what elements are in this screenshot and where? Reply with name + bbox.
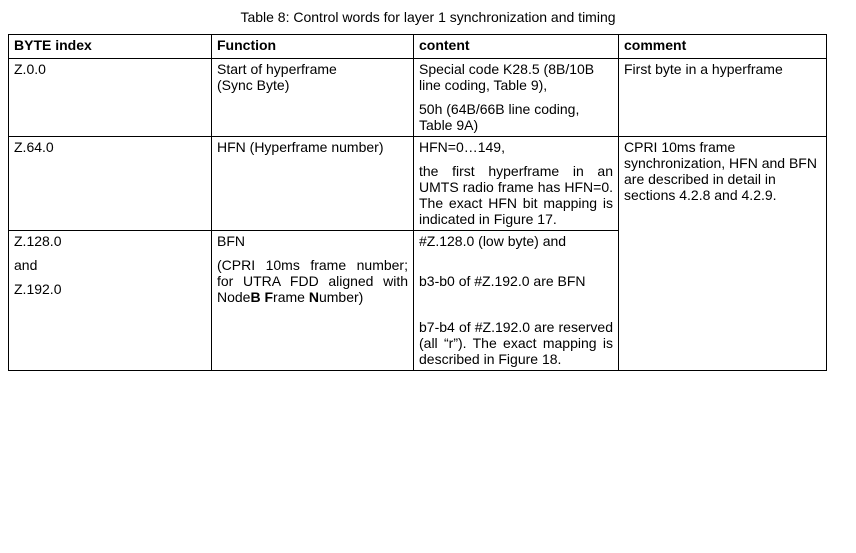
control-words-table <box>8 34 827 371</box>
table-row <box>9 59 827 137</box>
header-function: Function <box>212 35 414 59</box>
header-content: content <box>414 35 619 59</box>
cell-byte-index: Z.128.0 and Z.192.0 <box>9 231 212 371</box>
cell-comment: CPRI 10ms frame synchronization, HFN and BFN are described in detail in sections 4.2.8 and 4.2.9. <box>619 137 827 371</box>
cell-function: HFN (Hyperframe number) <box>212 137 414 231</box>
cell-function: BFN (CPRI 10ms frame number; for UTRA FDD aligned with NodeB Frame Number) <box>212 231 414 371</box>
table-header-row <box>9 35 827 59</box>
table-row <box>9 137 827 231</box>
cell-content: HFN=0…149, the first hyperframe in an UMTS radio frame has HFN=0. The exact HFN bit mapping is indicated in Figure 17. <box>414 137 619 231</box>
table-caption: Table 8: Control words for layer 1 synchronization and timing <box>240 9 616 25</box>
header-comment: comment <box>619 35 827 59</box>
cell-comment: First byte in a hyperframe <box>619 59 827 137</box>
cell-byte-index: Z.0.0 <box>9 59 212 137</box>
cell-content: Special code K28.5 (8B/10B line coding, Table 9), 50h (64B/66B line coding, Table 9A) <box>414 59 619 137</box>
header-byte-index: BYTE index <box>9 35 212 59</box>
cell-function: Start of hyperframe (Sync Byte) <box>212 59 414 137</box>
cell-content: #Z.128.0 (low byte) and b3-b0 of #Z.192.0 are BFN b7-b4 of #Z.192.0 are reserved (all “r”). The exact mapping is described in Figure 18. <box>414 231 619 371</box>
cell-byte-index: Z.64.0 <box>9 137 212 231</box>
